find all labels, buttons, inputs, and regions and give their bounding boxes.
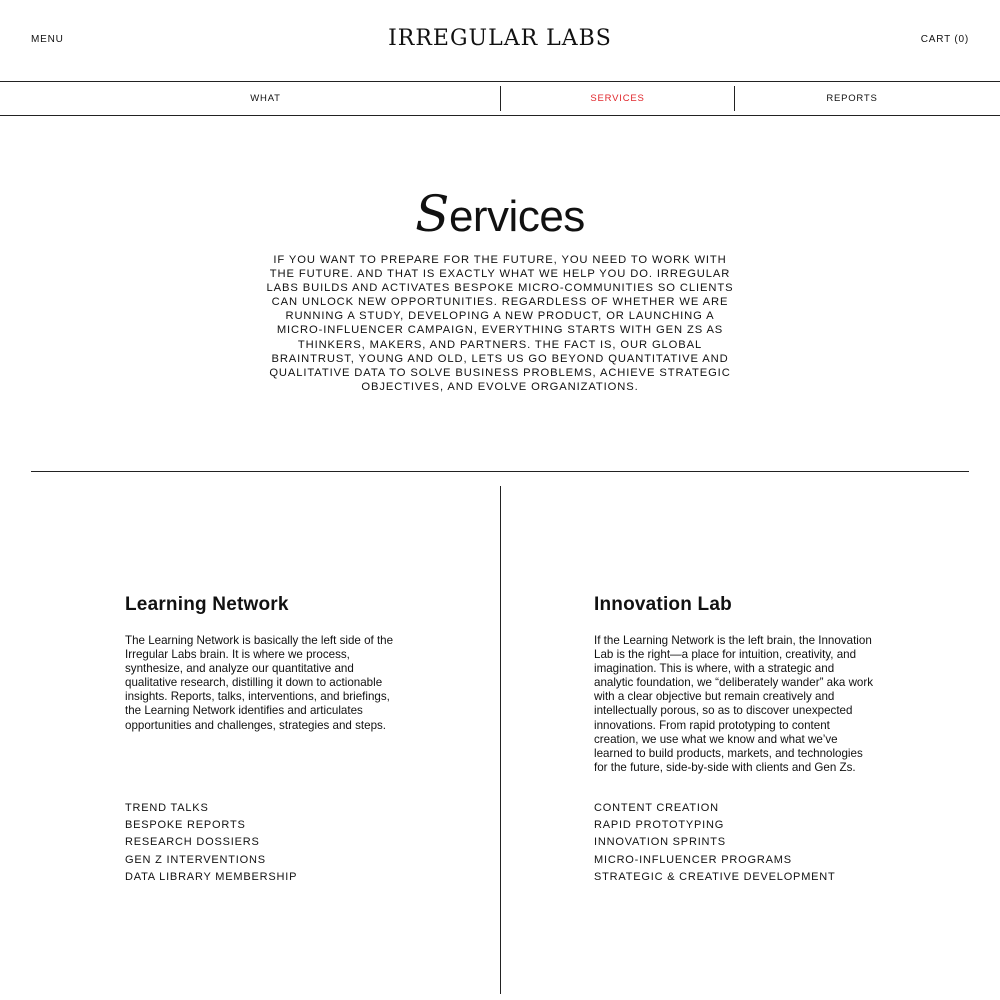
site-logo[interactable]: IRREGULAR LABS (388, 26, 612, 51)
learning-network-heading: Learning Network (125, 594, 289, 615)
service-item: CONTENT CREATION (594, 802, 719, 814)
service-item: GEN Z INTERVENTIONS (125, 853, 266, 866)
service-item: STRATEGIC & CREATIVE DEVELOPMENT (594, 870, 836, 883)
menu-button[interactable]: MENU (31, 34, 64, 45)
site-header (0, 0, 1000, 82)
learning-network-services (125, 800, 297, 886)
innovation-lab-services (594, 800, 836, 886)
intro-text: IF YOU WANT TO PREPARE FOR THE FUTURE, YOU NEED TO WORK WITH THE FUTURE. AND THAT IS EXACTLY WHAT WE HELP YOU DO. IRREGULAR LABS BUILDS AND ACTIVATES BESPOKE MICRO-COMMUNITIES SO CLIENTS CAN UNLOCK NEW OPPORTUNITIES. REGARDLESS OF WHETHER WE ARE RUNNING A STUDY, DEVELOPING A NEW PRODUCT, OR LAUNCHING A MICRO-INFLUENCER CAMPAIGN, EVERYTHING STARTS WITH GEN ZS AS THINKERS, MAKERS, AND PARTNERS. THE FACT IS, OUR GLOBAL BRAINTRUST, YOUNG AND OLD, LETS US GO BEYOND QUANTITATIVE AND QUALITATIVE DATA TO SOLVE BUSINESS PROBLEMS, ACHIEVE STRATEGIC OBJECTIVES, AND EVOLVE ORGANIZATIONS. (266, 254, 734, 393)
service-item: RESEARCH DOSSIERS (125, 836, 260, 849)
service-item: TREND TALKS (125, 802, 209, 814)
service-item: RAPID PROTOTYPING (594, 819, 725, 832)
tab-reports[interactable]: REPORTS (826, 93, 878, 104)
service-item: INNOVATION SPRINTS (594, 836, 726, 849)
learning-network-section (125, 593, 410, 733)
service-item: DATA LIBRARY MEMBERSHIP (125, 870, 298, 883)
tab-services[interactable]: SERVICES (590, 93, 645, 104)
section-nav (0, 81, 1000, 116)
service-item: MICRO-INFLUENCER PROGRAMS (594, 853, 792, 866)
innovation-lab-description: If the Learning Network is the left brain, the Innovation Lab is the right—a place for intuition, creativity, and imagination. This is where, with a strategic and analytic foundation, we “deliberately wander” aka work with a clear objective but remain creatively and intellectually porous, so as to discover unexpected innovations. From rapid prototyping to content creation, we use what we know and what we’ve learned to build products, markets, and technologies for the future, side-by-side with clients and Gen Zs. (594, 634, 874, 774)
tab-what[interactable]: WHAT (250, 93, 281, 104)
learning-network-description: The Learning Network is basically the left side of the Irregular Labs brain. It is where we process, synthesize, and analyze our quantitative and qualitative research, distilling it down to actionable insights. Reports, talks, interventions, and briefings, the Learning Network identifies and articulates opportunities and challenges, strategies and steps. (125, 634, 394, 732)
cart-button[interactable]: CART (0) (920, 34, 969, 45)
innovation-lab-heading: Innovation Lab (594, 594, 732, 615)
innovation-lab-section (594, 593, 879, 775)
page-title (0, 185, 1000, 243)
column-divider (500, 486, 501, 994)
title-initial: S (415, 185, 449, 243)
title-rest: ervices (448, 192, 585, 241)
service-item: BESPOKE REPORTS (125, 819, 246, 832)
section-divider (31, 471, 969, 472)
